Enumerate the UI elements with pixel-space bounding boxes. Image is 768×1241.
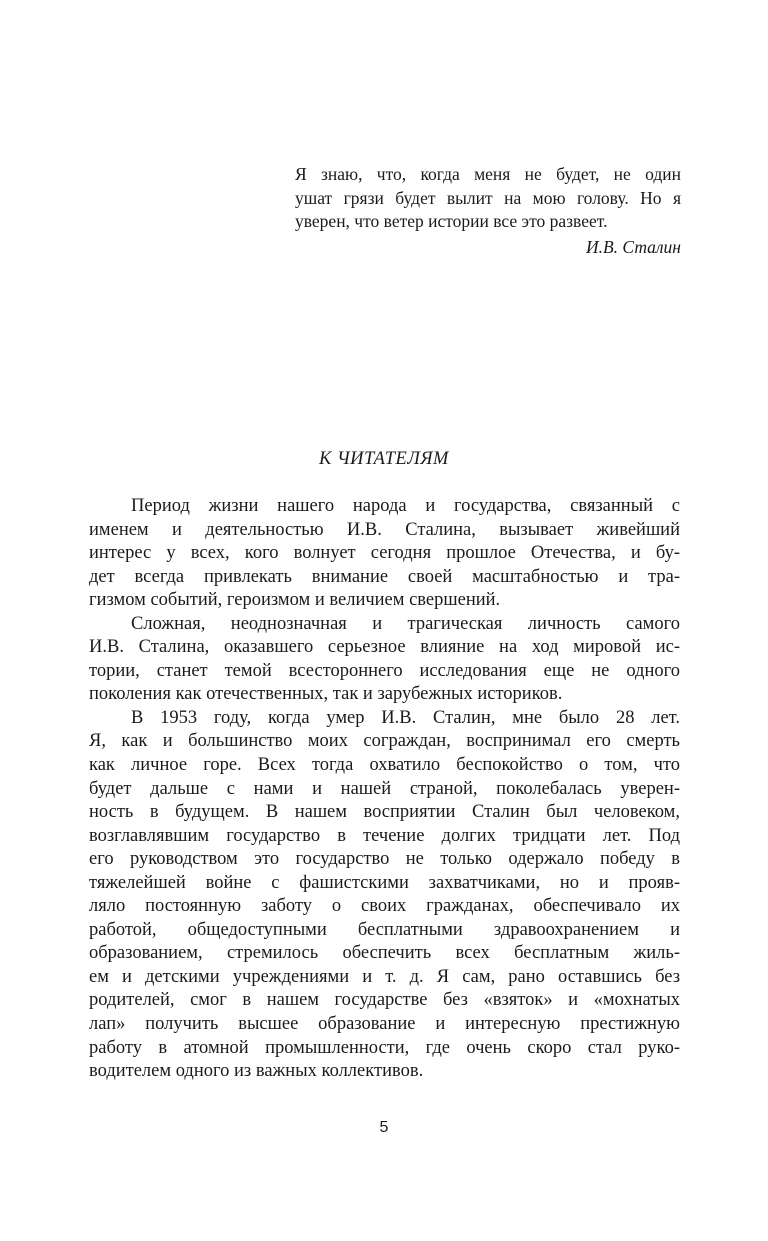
text-line: гизмом событий, героизмом и величием свершений. <box>89 590 501 611</box>
text-line: возглавлявшим государство в течение долгих тридцати лет. Под <box>89 825 680 846</box>
epigraph-author: И.В. Сталин <box>585 236 681 257</box>
text-line: ность в будущем. В нашем восприятии Сталин был человеком, <box>89 802 680 823</box>
text-line: В 1953 году, когда умер И.В. Сталин, мне было 28 лет. <box>131 707 680 728</box>
text-line: тории, станет темой всестороннего исследования еще не одного <box>89 660 680 681</box>
section-heading: К ЧИТАТЕЛЯМ <box>319 449 449 469</box>
page-number: 5 <box>379 1119 389 1136</box>
text-line: будет дальше с нами и нашей страной, поколебалась уверен- <box>89 778 680 799</box>
text-line: работу в атомной промышленности, где очень скоро стал руко- <box>89 1037 680 1058</box>
text-line: лап» получить высшее образование и интересную престижную <box>89 1014 680 1035</box>
paragraph <box>89 495 680 613</box>
text-line: водителем одного из важных коллективов. <box>89 1061 424 1082</box>
text-line: Сложная, неоднозначная и трагическая личность самого <box>131 613 680 634</box>
text-line: работой, общедоступными бесплатными здравоохранением и <box>89 919 680 940</box>
text-line: дет всегда привлекать внимание своей масштабностью и тра- <box>89 566 680 587</box>
text-line: Я, как и большинство моих сограждан, воспринимал его смерть <box>89 731 680 752</box>
paragraph <box>89 613 680 707</box>
text-line: тяжелейшей войне с фашистскими захватчиками, но и прояв- <box>89 872 680 893</box>
text-line: Период жизни нашего народа и государства, связанный с <box>131 496 680 516</box>
text-line: ем и детскими учреждениями и т. д. Я сам, рано оставшись без <box>89 966 680 987</box>
text-line: родителей, смог в нашем государстве без «взяток» и «мохнатых <box>89 990 680 1011</box>
epigraph-line: уверен, что ветер истории все это развеет. <box>295 211 608 231</box>
paragraph <box>89 707 680 1084</box>
text-line: И.В. Сталина, оказавшего серьезное влияние на ход мировой ис- <box>89 637 680 658</box>
epigraph-line: Я знаю, что, когда меня не будет, не один <box>295 164 681 184</box>
epigraph <box>295 163 681 259</box>
body-text <box>89 495 680 1084</box>
epigraph-line: ушат грязи будет вылит на мою голову. Но я <box>295 187 681 208</box>
text-line: именем и деятельностью И.В. Сталина, вызывает живейший <box>89 519 680 540</box>
text-line: его руководством это государство не только одержало победу в <box>89 849 680 870</box>
text-line: как личное горе. Всех тогда охватило беспокойство о том, что <box>89 755 680 776</box>
text-line: интерес у всех, кого волнует сегодня прошлое Отечества, и бу- <box>89 543 680 564</box>
text-line: ляло постоянную заботу о своих гражданах, обеспечивало их <box>89 896 680 917</box>
text-line: поколения как отечественных, так и зарубежных историков. <box>89 684 563 705</box>
text-line: образованием, стремилось обеспечить всех бесплатным жиль- <box>89 943 680 964</box>
